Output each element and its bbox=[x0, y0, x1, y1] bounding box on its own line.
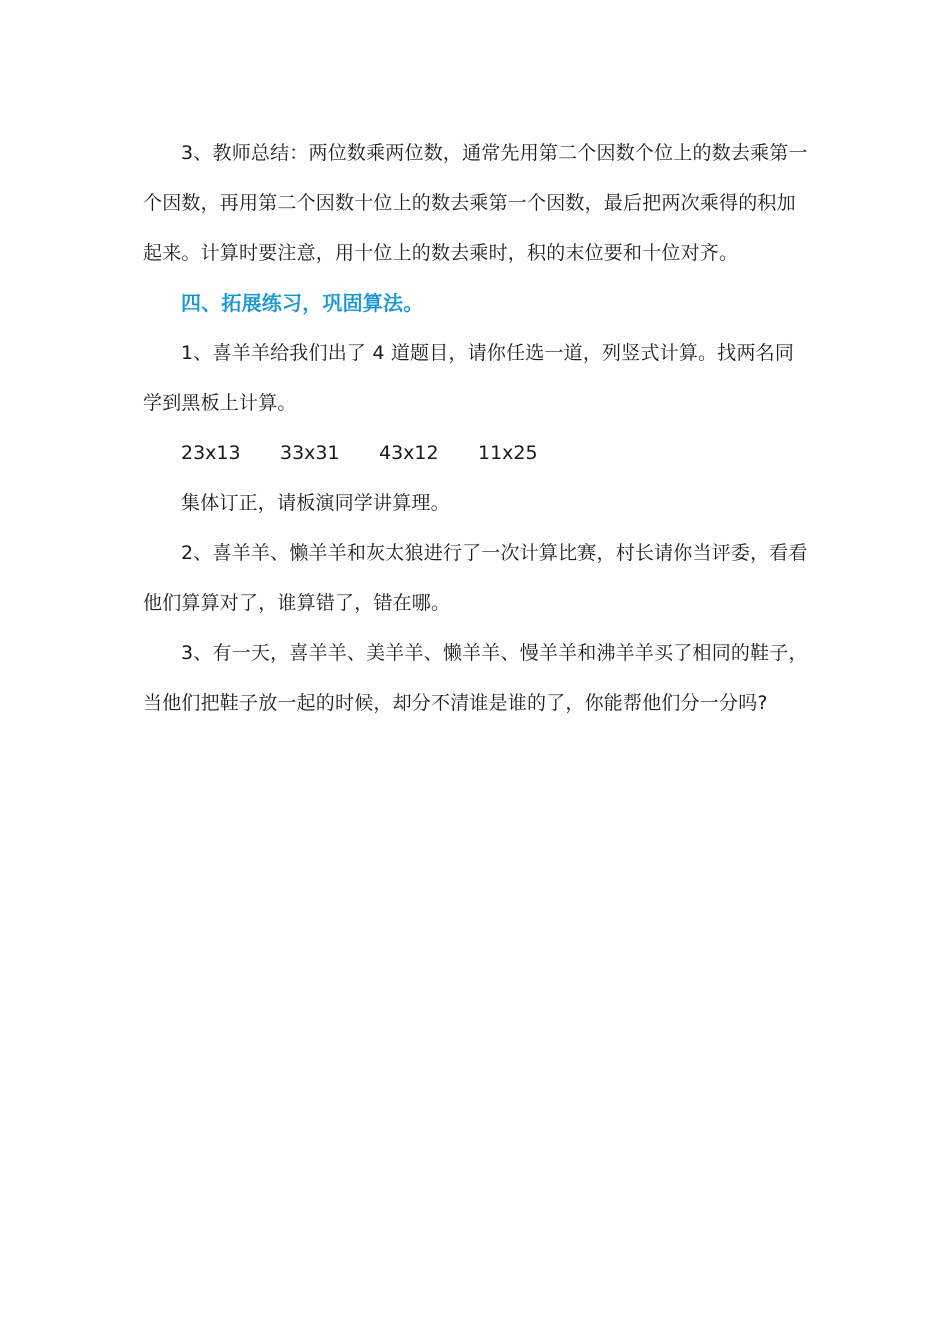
document-body bbox=[143, 128, 808, 728]
exercise-2-paragraph: 2、喜羊羊、懒羊羊和灰太狼进行了一次计算比赛，村长请你当评委，看看他们算算对了，谁算错了，错在哪。 bbox=[143, 542, 808, 614]
problem-item: 33x31 bbox=[280, 442, 340, 464]
correction-paragraph: 集体订正，请板演同学讲算理。 bbox=[181, 492, 450, 514]
problem-list bbox=[143, 428, 808, 478]
teacher-summary-paragraph: 3、教师总结：两位数乘两位数，通常先用第二个因数个位上的数去乘第一个因数，再用第二个因数十位上的数去乘第一个因数，最后把两次乘得的积加起来。计算时要注意，用十位上的数去乘时，积的末位要和十位对齐。 bbox=[143, 142, 808, 264]
exercise-3-paragraph: 3、有一天，喜羊羊、美羊羊、懒羊羊、慢羊羊和沸羊羊买了相同的鞋子，当他们把鞋子放一起的时候，却分不清谁是谁的了，你能帮他们分一分吗? bbox=[143, 642, 808, 714]
problem-item: 23x13 bbox=[181, 442, 241, 464]
problem-item: 11x25 bbox=[478, 442, 538, 464]
exercise-1-paragraph: 1、喜羊羊给我们出了 4 道题目，请你任选一道，列竖式计算。找两名同学到黑板上计算。 bbox=[143, 342, 795, 414]
problem-item: 43x12 bbox=[379, 442, 439, 464]
section-heading: 四、拓展练习，巩固算法。 bbox=[181, 291, 424, 315]
